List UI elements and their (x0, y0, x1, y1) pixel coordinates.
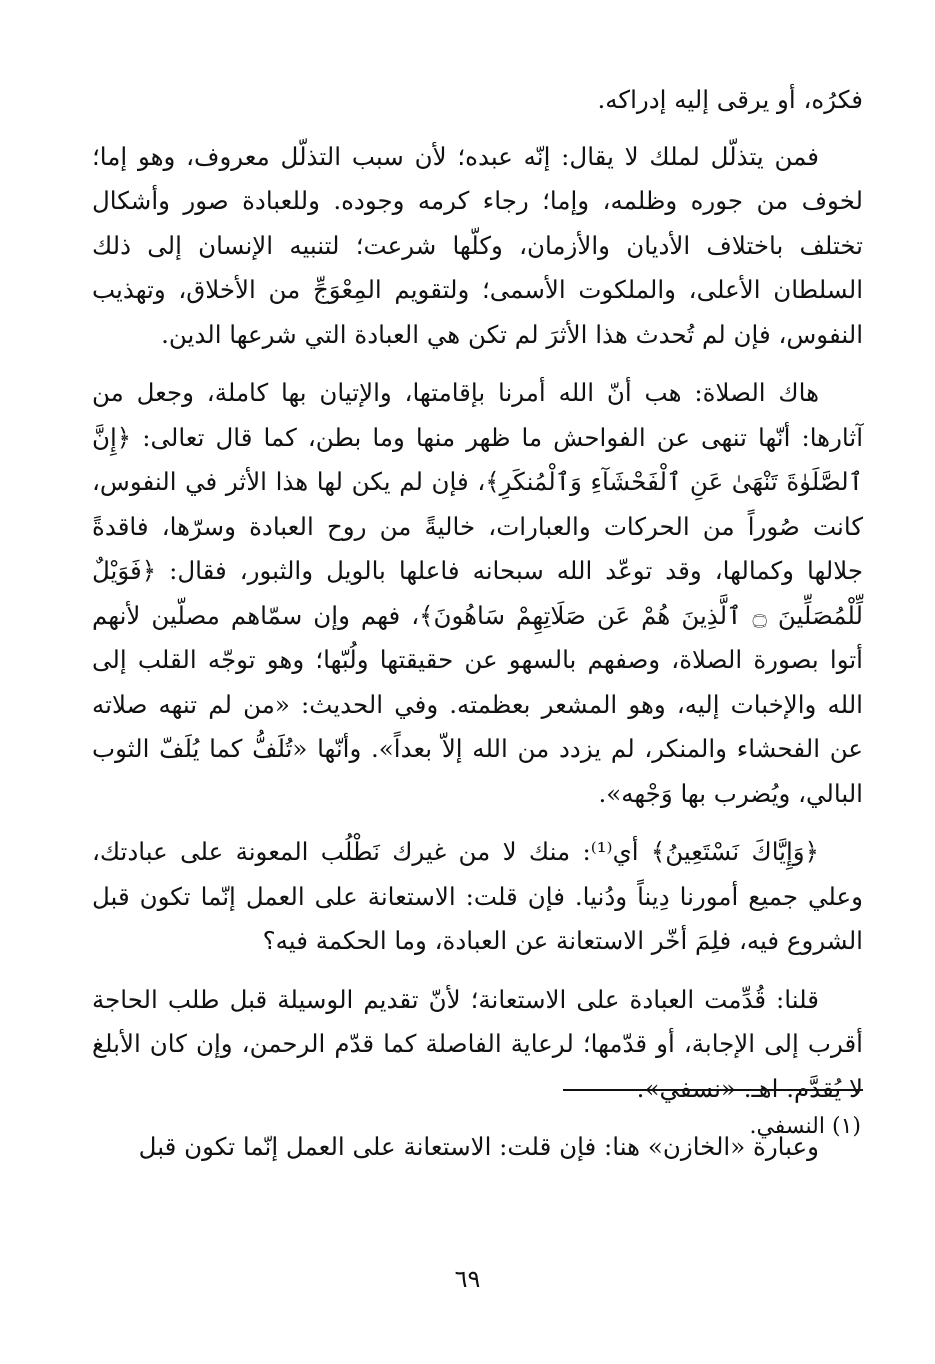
paragraph-1: فكرُه، أو يرقى إليه إدراكه. (597, 85, 863, 114)
page-body (92, 78, 863, 1364)
paragraph-5: قلنا: قُدِّمت العبادة على الاستعانة؛ لأنّ تقديم الوسيلة قبل طلب الحاجة أقرب إلى الإجابة، أو قدّمها؛ لرعاية الفاصلة كما قدّم الرحمن، وإن كان الأبلغ لا يُقدَّم. اهـ. «نسفي». (92, 984, 863, 1103)
footnote: (١) النسفي. (749, 1114, 861, 1139)
paragraph-3: هاك الصلاة: هب أنّ الله أمرنا بإقامتها، والإتيان بها كاملة، وجعل من آثارها: أنّها تنهى عن الفواحش ما ظهر منها وما بطن، كما قال تعالى: ﴿إِنَّ ٱلصَّلَوٰةَ تَنْهَىٰ عَنِ ٱلْفَحْشَآءِ وَٱلْمُنكَرِ﴾، فإن لم يكن لها هذا الأثر في النفوس، كانت صُوراً من الحركات والعبارات، خاليةً من روح العبادة وسرّها، فاقدةً جلالها وكمالها، وقد توعّد الله سبحانه فاعلها بالويل والثبور، فقال: ﴿فَوَيْلٌ لِّلْمُصَلِّينَ ۝ ٱلَّذِينَ هُمْ عَن صَلَاتِهِمْ سَاهُونَ﴾، فهم وإن سمّاهم مصلّين لأنهم أتوا بصورة الصلاة، وصفهم بالسهو عن حقيقتها ولُبّها؛ وهو توجّه القلب إلى الله والإخبات إليه، وهو المشعر بعظمته. وفي الحديث: «من لم تنهه صلاته عن الفحشاء والمنكر، لم يزدد من الله إلاّ بعداً». وأنّها «تُلَفُّ كما يُلَفّ الثوب البالي، ويُضرب بها وَجْهه». (92, 378, 863, 808)
page-number: ٦٩ (454, 1265, 481, 1293)
footnote-divider (563, 1089, 863, 1091)
paragraph-6: وعبارة «الخازن» هنا: فإن قلت: الاستعانة على العمل إنّما تكون قبل (138, 1132, 819, 1161)
paragraph-2: فمن يتذلّل لملك لا يقال: إنّه عبده؛ لأن سبب التذلّل معروف، وهو إما؛ لخوف من جوره وظلمه، وإما؛ رجاء كرمه وجوده. وللعبادة صور وأشكال تختلف باختلاف الأديان والأزمان، وكلّها شرعت؛ لتنبيه الإنسان إلى ذلك السلطان الأعلى، والملكوت الأسمى؛ ولتقويم المِعْوَجِّ من الأخلاق، وتهذيب النفوس، فإن لم تُحدث هذا الأثرَ لم تكن هي العبادة التي شرعها الدين. (92, 141, 863, 349)
paragraph-4: ﴿وَإِيَّاكَ نَسْتَعِينُ﴾ أي⁽¹⁾: منك لا من غيرك نَطْلُب المعونة على عبادتك، وعلي جميع أمورنا دِيناً ودُنيا. فإن قلت: الاستعانة على العمل إنّما تكون قبل الشروع فيه، فلِمَ أخّر الاستعانة عن العبادة، وما الحكمة فيه؟ (92, 837, 863, 955)
